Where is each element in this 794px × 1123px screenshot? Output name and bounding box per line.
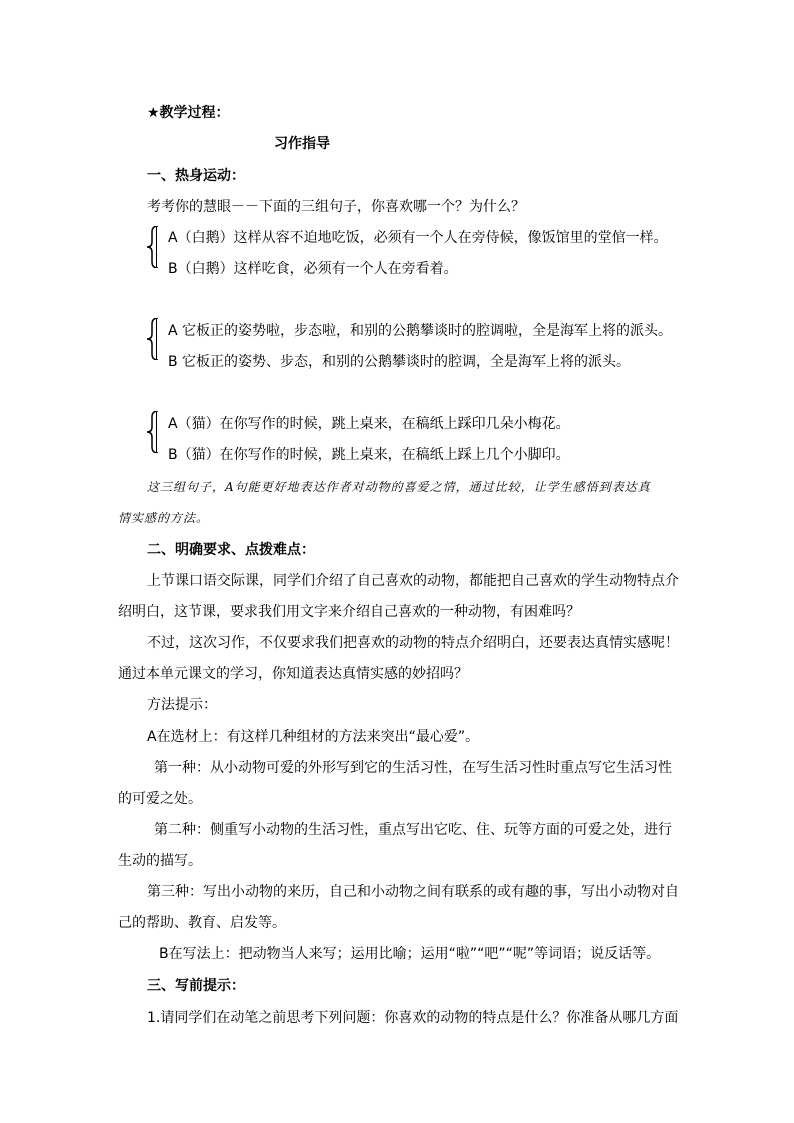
writing-method-line: B在写法上：把动物当人来写；运用比喻；运用“啦”“吧”“呢”等词语；说反话等。	[159, 946, 661, 962]
paragraph-2-line-2: 通过本单元课文的学习，你知道表达真情实感的妙招吗？	[118, 666, 468, 682]
method-2-line-1: 第二种：侧重写小动物的生活习性，重点写出它吃、住、玩等方面的可爱之处，进行	[154, 822, 672, 838]
page-title: 习作指导	[274, 136, 330, 152]
teaching-note-line-1: 这三组句子，A句能更好地表达作者对动物的喜爱之情，通过比较，让学生感悟到表达真	[147, 480, 651, 494]
sentence-1a: A（白鹅）这样从容不迫地吃饭，必须有一个人在旁侍候，像饭馆里的堂倌一样。	[168, 230, 668, 246]
method-3-line-2: 己的帮助、教育、启发等。	[118, 915, 286, 931]
sentence-1b: B（白鹅）这样吃食，必须有一个人在旁看着。	[168, 261, 458, 277]
brace-icon	[156, 226, 165, 268]
paragraph-2-line-1: 不过，这次习作，不仅要求我们把喜欢的动物的特点介绍明白，还要表达真情实感呢！	[147, 635, 679, 651]
method-3-line-1: 第三种：写出小动物的来历，自己和小动物之间有联系的或有趣的事，写出小动物对自	[147, 884, 679, 900]
brace-icon	[156, 318, 165, 360]
method-1-line-2: 的可爱之处。	[118, 791, 202, 807]
teaching-note-line-2: 情实感的方法。	[118, 511, 210, 525]
brace-icon	[156, 411, 165, 453]
sentence-2a: A 它板正的姿势啦，步态啦，和别的公鹅攀谈时的腔调啦，全是海军上将的派头。	[168, 323, 673, 339]
section-1-heading: 一、热身运动：	[147, 168, 245, 184]
prewriting-item-1: 1.请同学们在动笔之前思考下列问题：你喜欢的动物的特点是什么？你准备从哪几方面	[147, 1010, 679, 1026]
sentence-3a: A（猫）在你写作的时候，跳上桌来，在稿纸上踩印几朵小梅花。	[168, 416, 570, 432]
method-1-line-1: 第一种：从小动物可爱的外形写到它的生活习性，在写生活习性时重点写它生活习性	[154, 760, 672, 776]
sentence-3b: B（猫）在你写作的时候，跳上桌来，在稿纸上踩上几个小脚印。	[168, 447, 570, 463]
paragraph-1-line-2: 绍明白，这节课，要求我们用文字来介绍自己喜欢的一种动物，有困难吗？	[118, 604, 580, 620]
method-tips-label: 方法提示：	[147, 697, 217, 713]
paragraph-1-line-1: 上节课口语交际课，同学们介绍了自己喜欢的动物，都能把自己喜欢的学生动物特点介	[147, 573, 679, 589]
lesson-process-heading: ★教学过程：	[147, 105, 230, 121]
method-2-line-2: 生动的描写。	[118, 853, 202, 869]
selection-method-line: A在选材上：有这样几种组材的方法来突出“最心爱”。	[147, 729, 480, 745]
section-2-heading: 二、明确要求、点拨难点：	[147, 542, 315, 558]
section-3-heading: 三、写前提示：	[147, 978, 245, 994]
section-1-intro: 考考你的慧眼－－下面的三组句子，你喜欢哪一个？为什么？	[147, 199, 525, 215]
sentence-2b: B 它板正的姿势、步态，和别的公鹅攀谈时的腔调，全是海军上将的派头。	[168, 354, 631, 370]
